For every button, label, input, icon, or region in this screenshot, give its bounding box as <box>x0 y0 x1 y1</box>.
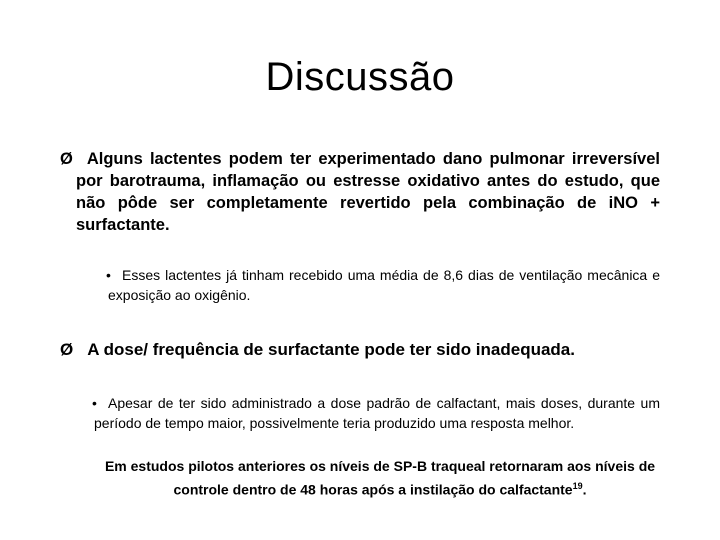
bullet-item-1 <box>60 148 660 236</box>
arrow-bullet-icon: Ø <box>60 340 74 359</box>
slide-title: Discussão <box>265 55 455 99</box>
bullet-item-2 <box>60 338 660 362</box>
bullet-2-text: A dose/ frequência de surfactante pode ter sido inadequada. <box>87 340 575 359</box>
sub-bullet-2-text: Apesar de ter sido administrado a dose padrão de calfactant, mais doses, durante um período de tempo maior, possivelmente teria produzido uma resposta melhor. <box>94 395 660 431</box>
pilot-study-note <box>100 456 660 500</box>
sub-bullet-item-2 <box>94 393 660 433</box>
pilot-study-note-text: Em estudos pilotos anteriores os níveis de SP-B traqueal retornaram aos níveis de controle dentro de 48 horas após a instilação do calfactante <box>104 458 656 498</box>
sub-bullet-item-1 <box>108 265 660 305</box>
reference-superscript: 19 <box>572 481 583 491</box>
dot-bullet-icon: • <box>106 267 111 283</box>
dot-bullet-icon: • <box>92 395 97 411</box>
sub-bullet-1-text: Esses lactentes já tinham recebido uma média de 8,6 dias de ventilação mecânica e exposição ao oxigênio. <box>108 267 660 303</box>
note-end-period: . <box>582 481 587 498</box>
arrow-bullet-icon: Ø <box>60 150 73 168</box>
bullet-1-text: Alguns lactentes podem ter experimentado dano pulmonar irreversível por barotrauma, inflamação ou estresse oxidativo antes do estudo, que não pôde ser completamente revertido pela combinação de iNO + surfactante. <box>76 150 660 234</box>
